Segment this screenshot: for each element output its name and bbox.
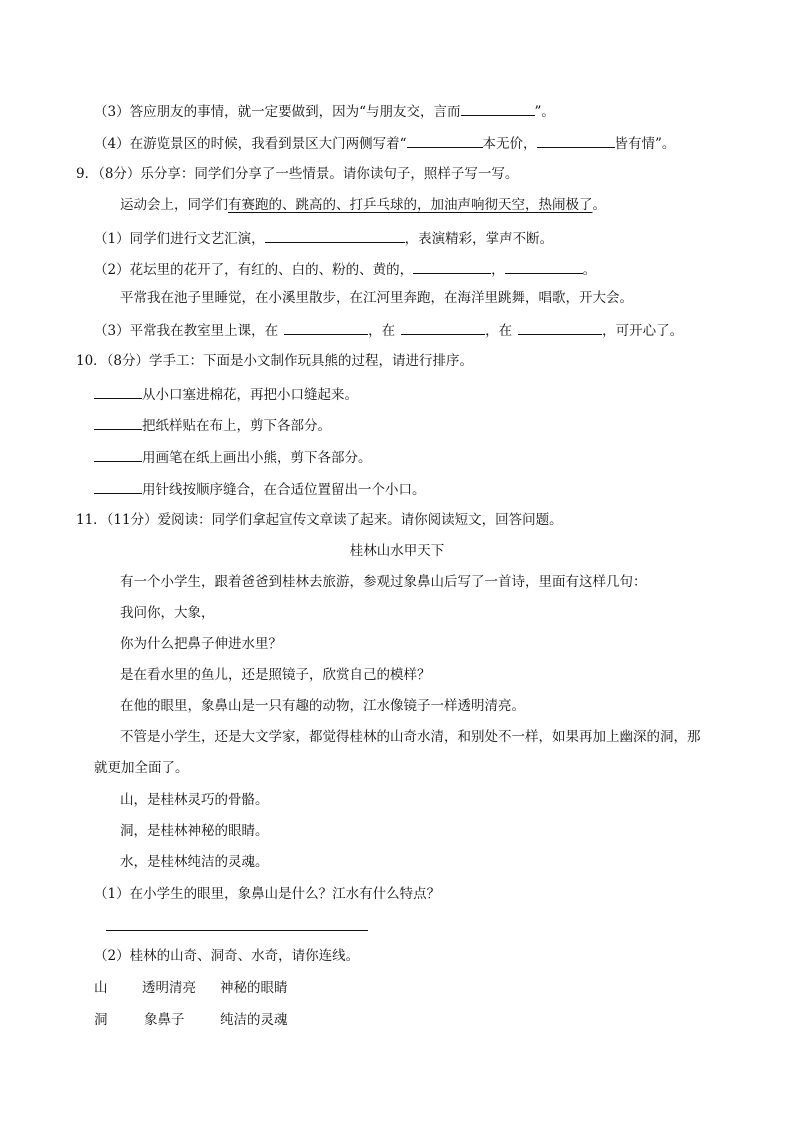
- q9-item3-blank-3[interactable]: [518, 320, 602, 335]
- q10-step-2-text: 把纸样贴在布上，剪下各部分。: [142, 418, 331, 434]
- q10-step-4-text: 用针线按顺序缝合，在合适位置留出一个小口。: [142, 482, 426, 498]
- q8-item3-text-before: （3）答应朋友的事情，就一定要做到，因为“与朋友交，言而: [94, 104, 461, 120]
- q9-item2-blank-2[interactable]: [505, 259, 583, 274]
- q9-example-1-underlined: 有赛跑的、跳高的、打乒乓球的，加油声响彻天空，热闹极了: [228, 197, 593, 213]
- q8-item4-text-before: （4）在游览景区的时候，我看到景区大门两侧写着“: [94, 136, 407, 152]
- q9-item3-blank-2[interactable]: [401, 320, 485, 335]
- q9-item2-sep: ，: [491, 262, 505, 278]
- q8-item4: [94, 133, 675, 153]
- q10-step-2-blank[interactable]: [94, 415, 142, 430]
- match-row-1-col-1: 山: [94, 980, 108, 996]
- q10-step-1: [94, 384, 358, 404]
- q11-sub-question-1: （1）在小学生的眼里，象鼻山是什么？江水有什么特点？: [94, 886, 441, 902]
- q9-item3: [94, 320, 683, 340]
- q9-example-1-plain: 运动会上，同学们: [120, 197, 228, 213]
- match-row-1-col-3[interactable]: 神秘的眼睛: [220, 980, 288, 996]
- q10-step-1-blank[interactable]: [94, 384, 142, 399]
- q11-sub-question-2: （2）桂林的山奇、洞奇、水奇，请你连线。: [94, 948, 360, 964]
- q11-match-row-2: [94, 1011, 288, 1029]
- q10-step-3: [94, 447, 372, 467]
- q9-item3-text-after: ，可开心了。: [602, 323, 684, 339]
- q11-paragraph-6: 不管是小学生，还是大文学家，都觉得桂林的山奇水清，和别处不一样，如果再加上幽深的洞，那: [120, 729, 701, 745]
- q9-item1-blank[interactable]: [265, 228, 405, 243]
- match-row-1-col-2[interactable]: 透明清亮: [142, 980, 196, 996]
- q9-item1: [94, 228, 553, 248]
- q11-paragraph-9: 水，是桂林纯洁的灵魂。: [120, 854, 269, 870]
- q9-item1-text-before: （1）同学们进行文艺汇演，: [94, 231, 265, 247]
- q9-example-1: [120, 196, 606, 214]
- q11-paragraph-8: 洞，是桂林神秘的眼睛。: [120, 823, 269, 839]
- q10-step-4: [94, 479, 426, 499]
- q11-paragraph-1: 有一个小学生，跟着爸爸到桂林去旅游，参观过象鼻山后写了一首诗，里面有这样几句：: [120, 574, 647, 590]
- q9-item3-text-before: （3）平常我在教室里上课，在: [94, 323, 279, 339]
- match-row-2-col-3[interactable]: 纯洁的灵魂: [220, 1012, 288, 1028]
- q11-paragraph-2: 我问你，大象，: [120, 605, 215, 621]
- q10-step-3-text: 用画笔在纸上画出小熊，剪下各部分。: [142, 450, 372, 466]
- q9-item2-blank-1[interactable]: [413, 259, 491, 274]
- q11-paragraph-5: 在他的眼里，象鼻山是一只有趣的动物，江水像镜子一样透明清亮。: [120, 698, 525, 714]
- q9-example-2: 平常我在池子里睡觉，在小溪里散步，在江河里奔跑，在海洋里跳舞，唱歌，开大会。: [120, 290, 633, 306]
- q8-item4-blank-1[interactable]: [407, 133, 483, 148]
- q11-match-row-1: [94, 979, 288, 997]
- match-row-2-col-1: 洞: [94, 1012, 108, 1028]
- q10-step-4-blank[interactable]: [94, 479, 142, 494]
- q10-step-1-text: 从小口塞进棉花，再把小口缝起来。: [142, 387, 358, 403]
- q9-item2-text-before: （2）花坛里的花开了，有红的、白的、粉的、黄的，: [94, 262, 414, 278]
- q11-paragraph-7: 山，是桂林灵巧的骨骼。: [120, 792, 269, 808]
- q9-item2: [94, 259, 596, 279]
- q11-paragraph-4: 是在看水里的鱼儿，还是照镜子，欣赏自己的模样？: [120, 667, 431, 683]
- q8-item3-text-after: ”。: [534, 104, 555, 120]
- q10-step-2: [94, 415, 331, 435]
- q9-item1-text-after: ，表演精彩，掌声不断。: [404, 231, 554, 247]
- q11-sub1-answer-line[interactable]: [106, 930, 368, 931]
- q10-step-3-blank[interactable]: [94, 447, 142, 462]
- q8-item3-blank[interactable]: [461, 101, 535, 116]
- q9-header: 9．（8分）乐分享：同学们分享了一些情景。请你读句子，照样子写一写。: [76, 166, 519, 182]
- q11-passage-title: 桂林山水甲天下: [349, 543, 445, 559]
- q8-item4-text-mid: 本无价，: [482, 136, 537, 152]
- q9-example-1-end: 。: [592, 197, 606, 213]
- q11-paragraph-6-cont: 就更加全面了。: [94, 760, 189, 776]
- q8-item4-blank-2[interactable]: [537, 133, 615, 148]
- q8-item4-text-after: 皆有情”。: [614, 136, 676, 152]
- q9-item3-blank-1[interactable]: [284, 320, 368, 335]
- q11-header: 11．（11分）爱阅读：同学们拿起宣传文章读了起来。请你阅读短文，回答问题。: [76, 512, 563, 528]
- match-row-2-col-2[interactable]: 象鼻子: [144, 1012, 185, 1028]
- q11-paragraph-3: 你为什么把鼻子伸进水里？: [120, 636, 282, 652]
- q9-item3-sep2: ，在: [485, 323, 513, 339]
- q9-item2-text-after: 。: [582, 262, 597, 278]
- q9-item3-sep1: ，在: [368, 323, 396, 339]
- q8-item3: [94, 101, 555, 121]
- q10-header: 10．（8分）学手工：下面是小文制作玩具熊的过程，请进行排序。: [76, 353, 474, 369]
